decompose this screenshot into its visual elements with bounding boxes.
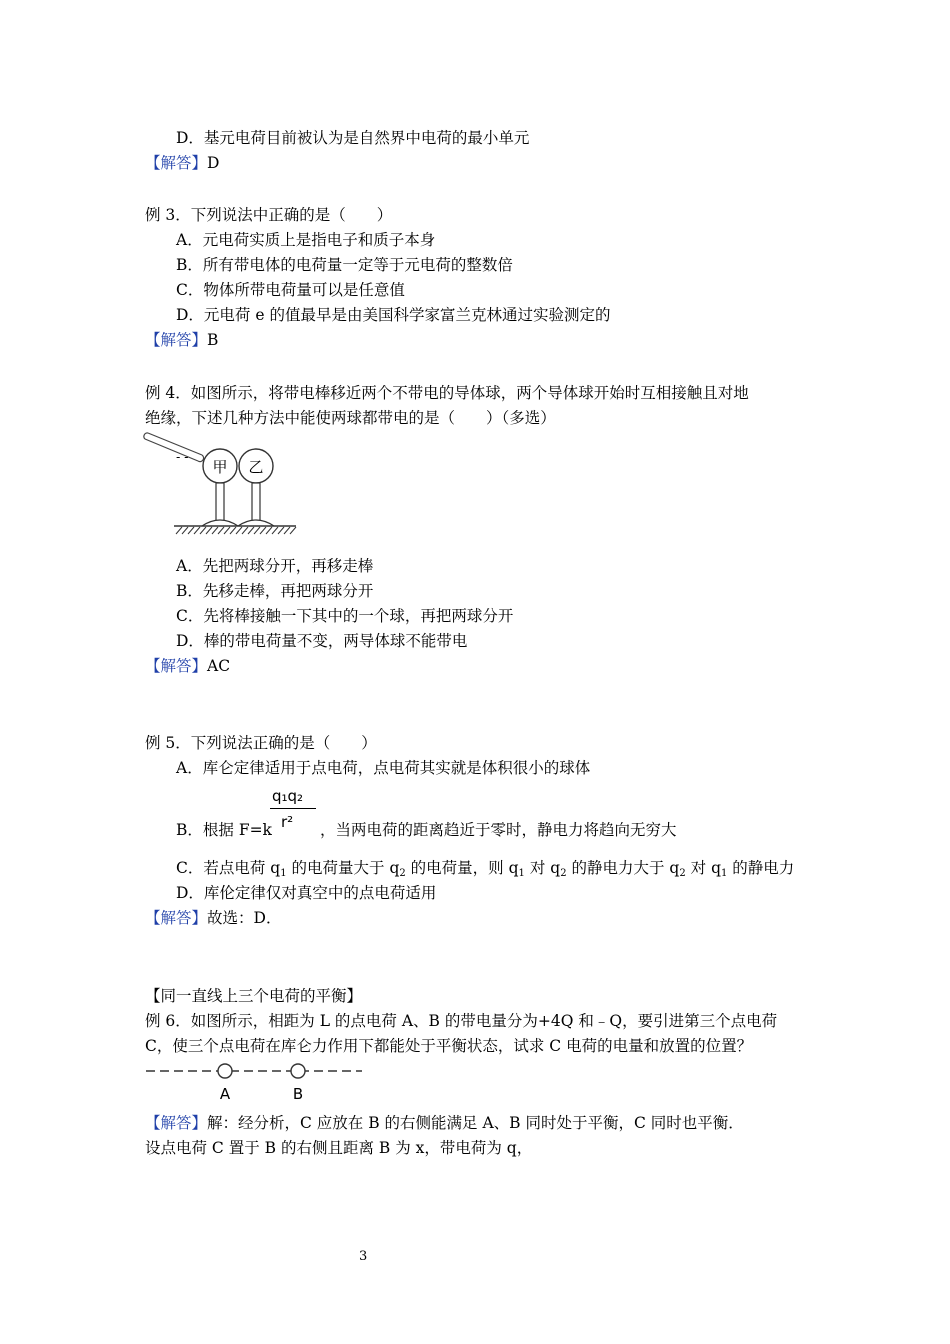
q5-option-b bbox=[176, 820, 676, 840]
answer-label: 【解答】 bbox=[145, 909, 208, 927]
answer-value: B bbox=[207, 331, 219, 349]
label-b: B bbox=[292, 1085, 304, 1103]
text: 的电荷量，则 q bbox=[405, 859, 519, 877]
q3-option-a: A．元电荷实质上是指电子和质子本身 bbox=[176, 231, 436, 249]
text: 的电荷量大于 q bbox=[286, 859, 400, 877]
q4-option-c: C．先将棒接触一下其中的一个球，再把两球分开 bbox=[176, 607, 514, 625]
charged-rod bbox=[144, 433, 204, 462]
q6-stem-line2: C，使三个点电荷在库仑力作用下都能处于平衡状态，试求 C 电荷的电量和放置的位置？ bbox=[145, 1037, 753, 1055]
text: 对 q bbox=[524, 859, 561, 877]
answer-label: 【解答】 bbox=[145, 1114, 208, 1132]
charge-a bbox=[218, 1064, 232, 1078]
q3-option-d: D．元电荷 e 的值最早是由美国科学家富兰克林通过实验测定的 bbox=[176, 306, 611, 324]
q6-answer-line2: 设点电荷 C 置于 B 的右侧且距离 B 为 x，带电荷为 q， bbox=[145, 1139, 533, 1157]
q4-figure bbox=[140, 428, 300, 540]
answer-label: 【解答】 bbox=[145, 657, 208, 675]
text: 的静电力 bbox=[727, 859, 795, 877]
formula-numerator: q₁q₂ bbox=[272, 787, 304, 805]
q5-option-a: A．库仑定律适用于点电荷，点电荷其实就是体积很小的球体 bbox=[176, 759, 591, 777]
text: C．若点电荷 q bbox=[176, 859, 281, 877]
charge-signs: - - bbox=[176, 450, 189, 464]
sphere-yi-label: 乙 bbox=[248, 458, 264, 476]
q6-answer-line1 bbox=[145, 1113, 744, 1133]
subscript: 2 bbox=[560, 868, 567, 879]
q5-stem: 例 5．下列说法正确的是（ ） bbox=[145, 734, 377, 752]
sphere-jia-label: 甲 bbox=[212, 458, 228, 476]
sphere-jia bbox=[202, 449, 238, 526]
q4-stem-line2: 绝缘，下述几种方法中能使两球都带电的是（ ）（多选） bbox=[145, 409, 556, 427]
answer-value: D bbox=[207, 154, 220, 172]
formula-denominator: r² bbox=[281, 813, 294, 831]
subscript: 1 bbox=[721, 868, 728, 879]
section-heading: 【同一直线上三个电荷的平衡】 bbox=[145, 987, 363, 1005]
q3-option-b: B．所有带电体的电荷量一定等于元电荷的整数倍 bbox=[176, 256, 513, 274]
q5-option-d: D．库伦定律仅对真空中的点电荷适用 bbox=[176, 884, 437, 902]
answer-label: 【解答】 bbox=[145, 331, 208, 349]
answer-label: 【解答】 bbox=[145, 154, 208, 172]
q4-answer bbox=[145, 656, 230, 676]
q5-option-b-suffix: ，当两电荷的距离趋近于零时，静电力将趋向无穷大 bbox=[319, 821, 677, 839]
q5-option-c bbox=[176, 858, 794, 878]
q2-option-d: D．基元电荷目前被认为是自然界中电荷的最小单元 bbox=[176, 129, 530, 147]
q3-answer bbox=[145, 330, 218, 350]
q4-option-a: A．先把两球分开，再移走棒 bbox=[176, 557, 374, 575]
text: 的静电力大于 q bbox=[566, 859, 680, 877]
q4-stem-line1: 例 4．如图所示，将带电棒移近两个不带电的导体球，两个导体球开始时互相接触且对地 bbox=[145, 384, 749, 402]
q5-option-b-prefix: B．根据 F=k bbox=[176, 821, 272, 839]
q6-figure bbox=[140, 1058, 370, 1104]
q3-option-c: C．物体所带电荷量可以是任意值 bbox=[176, 281, 405, 299]
q3-stem: 例 3．下列说法中正确的是（ ） bbox=[145, 206, 393, 224]
label-a: A bbox=[219, 1085, 231, 1103]
subscript: 1 bbox=[280, 868, 287, 879]
ground bbox=[174, 526, 296, 534]
q2-answer bbox=[145, 153, 219, 173]
charge-b bbox=[291, 1064, 305, 1078]
q5-answer bbox=[145, 908, 281, 928]
q6-stem-line1: 例 6．如图所示，相距为 L 的点电荷 A、B 的带电量分为+4Q 和﹣Q，要引进第三个点电荷 bbox=[145, 1012, 778, 1030]
q4-option-b: B．先移走棒，再把两球分开 bbox=[176, 582, 374, 600]
text: 对 q bbox=[685, 859, 721, 877]
subscript: 1 bbox=[518, 868, 525, 879]
answer-value: 故选：D． bbox=[207, 909, 282, 927]
fraction-bar bbox=[270, 808, 316, 809]
q4-option-d: D．棒的带电荷量不变，两导体球不能带电 bbox=[176, 632, 468, 650]
subscript: 2 bbox=[399, 868, 406, 879]
answer-text: 解：经分析，C 应放在 B 的右侧能满足 A、B 同时处于平衡，C 同时也平衡． bbox=[207, 1114, 744, 1132]
page-number: 3 bbox=[359, 1249, 368, 1264]
answer-value: AC bbox=[207, 657, 231, 675]
sphere-yi bbox=[238, 449, 274, 526]
subscript: 2 bbox=[679, 868, 686, 879]
